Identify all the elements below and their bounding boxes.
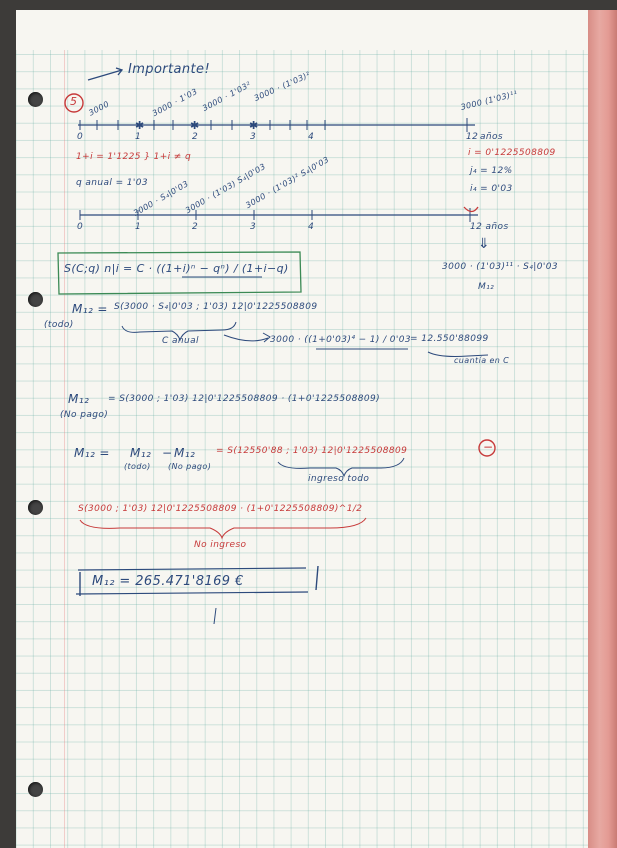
no-ingreso-label: No ingreso — [194, 540, 247, 550]
final-answer: M₁₂ = 265.471'8169 € — [92, 574, 244, 589]
cash-flow: 3000 · 1'03 — [150, 86, 200, 119]
m12-diff-term2: M₁₂ — [174, 446, 196, 460]
m12-nopago-expr: = S(3000 ; 1'03) 12|0'1225508809 · (1+0'1225508809) — [108, 394, 380, 404]
timeline-label: 2 — [192, 132, 199, 142]
svg-text:✱: ✱ — [135, 119, 145, 132]
ingreso-todo-label: ingreso todo — [308, 474, 370, 484]
timeline-label: 1 — [135, 132, 142, 142]
cash-flow: 3000 · (1'03) S₄|0'03 — [183, 161, 268, 216]
cash-flow: 3000 · S₄|0'03 — [131, 179, 191, 218]
importante-note: Importante! — [128, 62, 211, 77]
m12-diff-term1: M₁₂ — [130, 446, 152, 460]
timeline-label: 0 — [77, 132, 84, 142]
timeline-label: 12 — [466, 132, 479, 142]
m12-nopago-note: (No pago) — [60, 410, 109, 420]
q-anual: q anual = 1'03 — [76, 178, 149, 188]
m12-nopago-lhs: M₁₂ — [68, 392, 90, 406]
m12-todo-expr: S(3000 · S₄|0'03 ; 1'03) 12|0'1225508809 — [114, 302, 318, 312]
timeline-label: 1 — [135, 222, 142, 232]
timeline-label: 4 — [308, 222, 315, 232]
exercise-number: 5 — [70, 95, 78, 108]
timeline-unit: 12 años — [470, 222, 509, 232]
c-anual-note: cuantía en C — [454, 356, 510, 365]
final-flow: 3000 · (1'03)¹¹ · S₄|0'03 — [442, 262, 558, 272]
rate-i4: i₄ = 0'03 — [470, 184, 513, 194]
m12-diff-minus: − — [162, 446, 173, 460]
rate-12: i = 0'1225508809 — [468, 148, 556, 158]
cash-flow: 3000 · 1'03² — [201, 79, 253, 114]
final-flow-label: M₁₂ — [478, 282, 495, 292]
svg-text:✱: ✱ — [190, 119, 200, 132]
timeline-label: 3 — [250, 222, 257, 232]
m12-diff-lhs: M₁₂ = — [74, 446, 110, 460]
rate-comparison: 1+i = 1'1225 } 1+i ≠ q — [76, 152, 192, 162]
cash-flow: 3000 · (1'03)² S₄|0'03 — [244, 154, 331, 211]
m12-todo-lhs: M₁₂ = — [72, 302, 108, 316]
c-anual-calc: 3000 · ((1+0'03)⁴ − 1) / 0'03 — [270, 335, 412, 345]
svg-text:✱: ✱ — [249, 119, 259, 132]
formula-box-text: S(C;q) n|i = C · ((1+i)ⁿ − qⁿ) / (1+i−q) — [64, 262, 289, 275]
cash-flow: 3000 — [87, 99, 111, 118]
m12-diff-term1-note: (todo) — [124, 462, 151, 471]
rate-j4: j₄ = 12% — [470, 166, 513, 176]
down-arrow-icon: ⇓ — [478, 236, 491, 252]
circled-minus-icon: − — [483, 440, 494, 454]
m12-todo-note: (todo) — [44, 320, 74, 330]
cash-flow: 3000 (1'03)¹¹ — [459, 89, 519, 112]
cash-flow: 3000 · (1'03)² — [252, 70, 312, 103]
c-anual-label: C anual — [162, 336, 199, 346]
arrow-icon — [88, 70, 122, 80]
c-anual-result: = 12.550'88099 — [410, 334, 489, 344]
timeline-label: 3 — [250, 132, 257, 142]
m12-diff-term2-note: (No pago) — [168, 462, 212, 471]
timeline-label: 0 — [77, 222, 84, 232]
timeline-label: 2 — [192, 222, 199, 232]
no-ingreso-expr: S(3000 ; 1'03) 12|0'1225508809 · (1+0'1225508809)^1/2 — [78, 504, 363, 514]
m12-diff-expr: = S(12550'88 ; 1'03) 12|0'1225508809 — [216, 446, 408, 456]
timeline-unit: años — [480, 132, 504, 142]
timeline-label: 4 — [308, 132, 315, 142]
